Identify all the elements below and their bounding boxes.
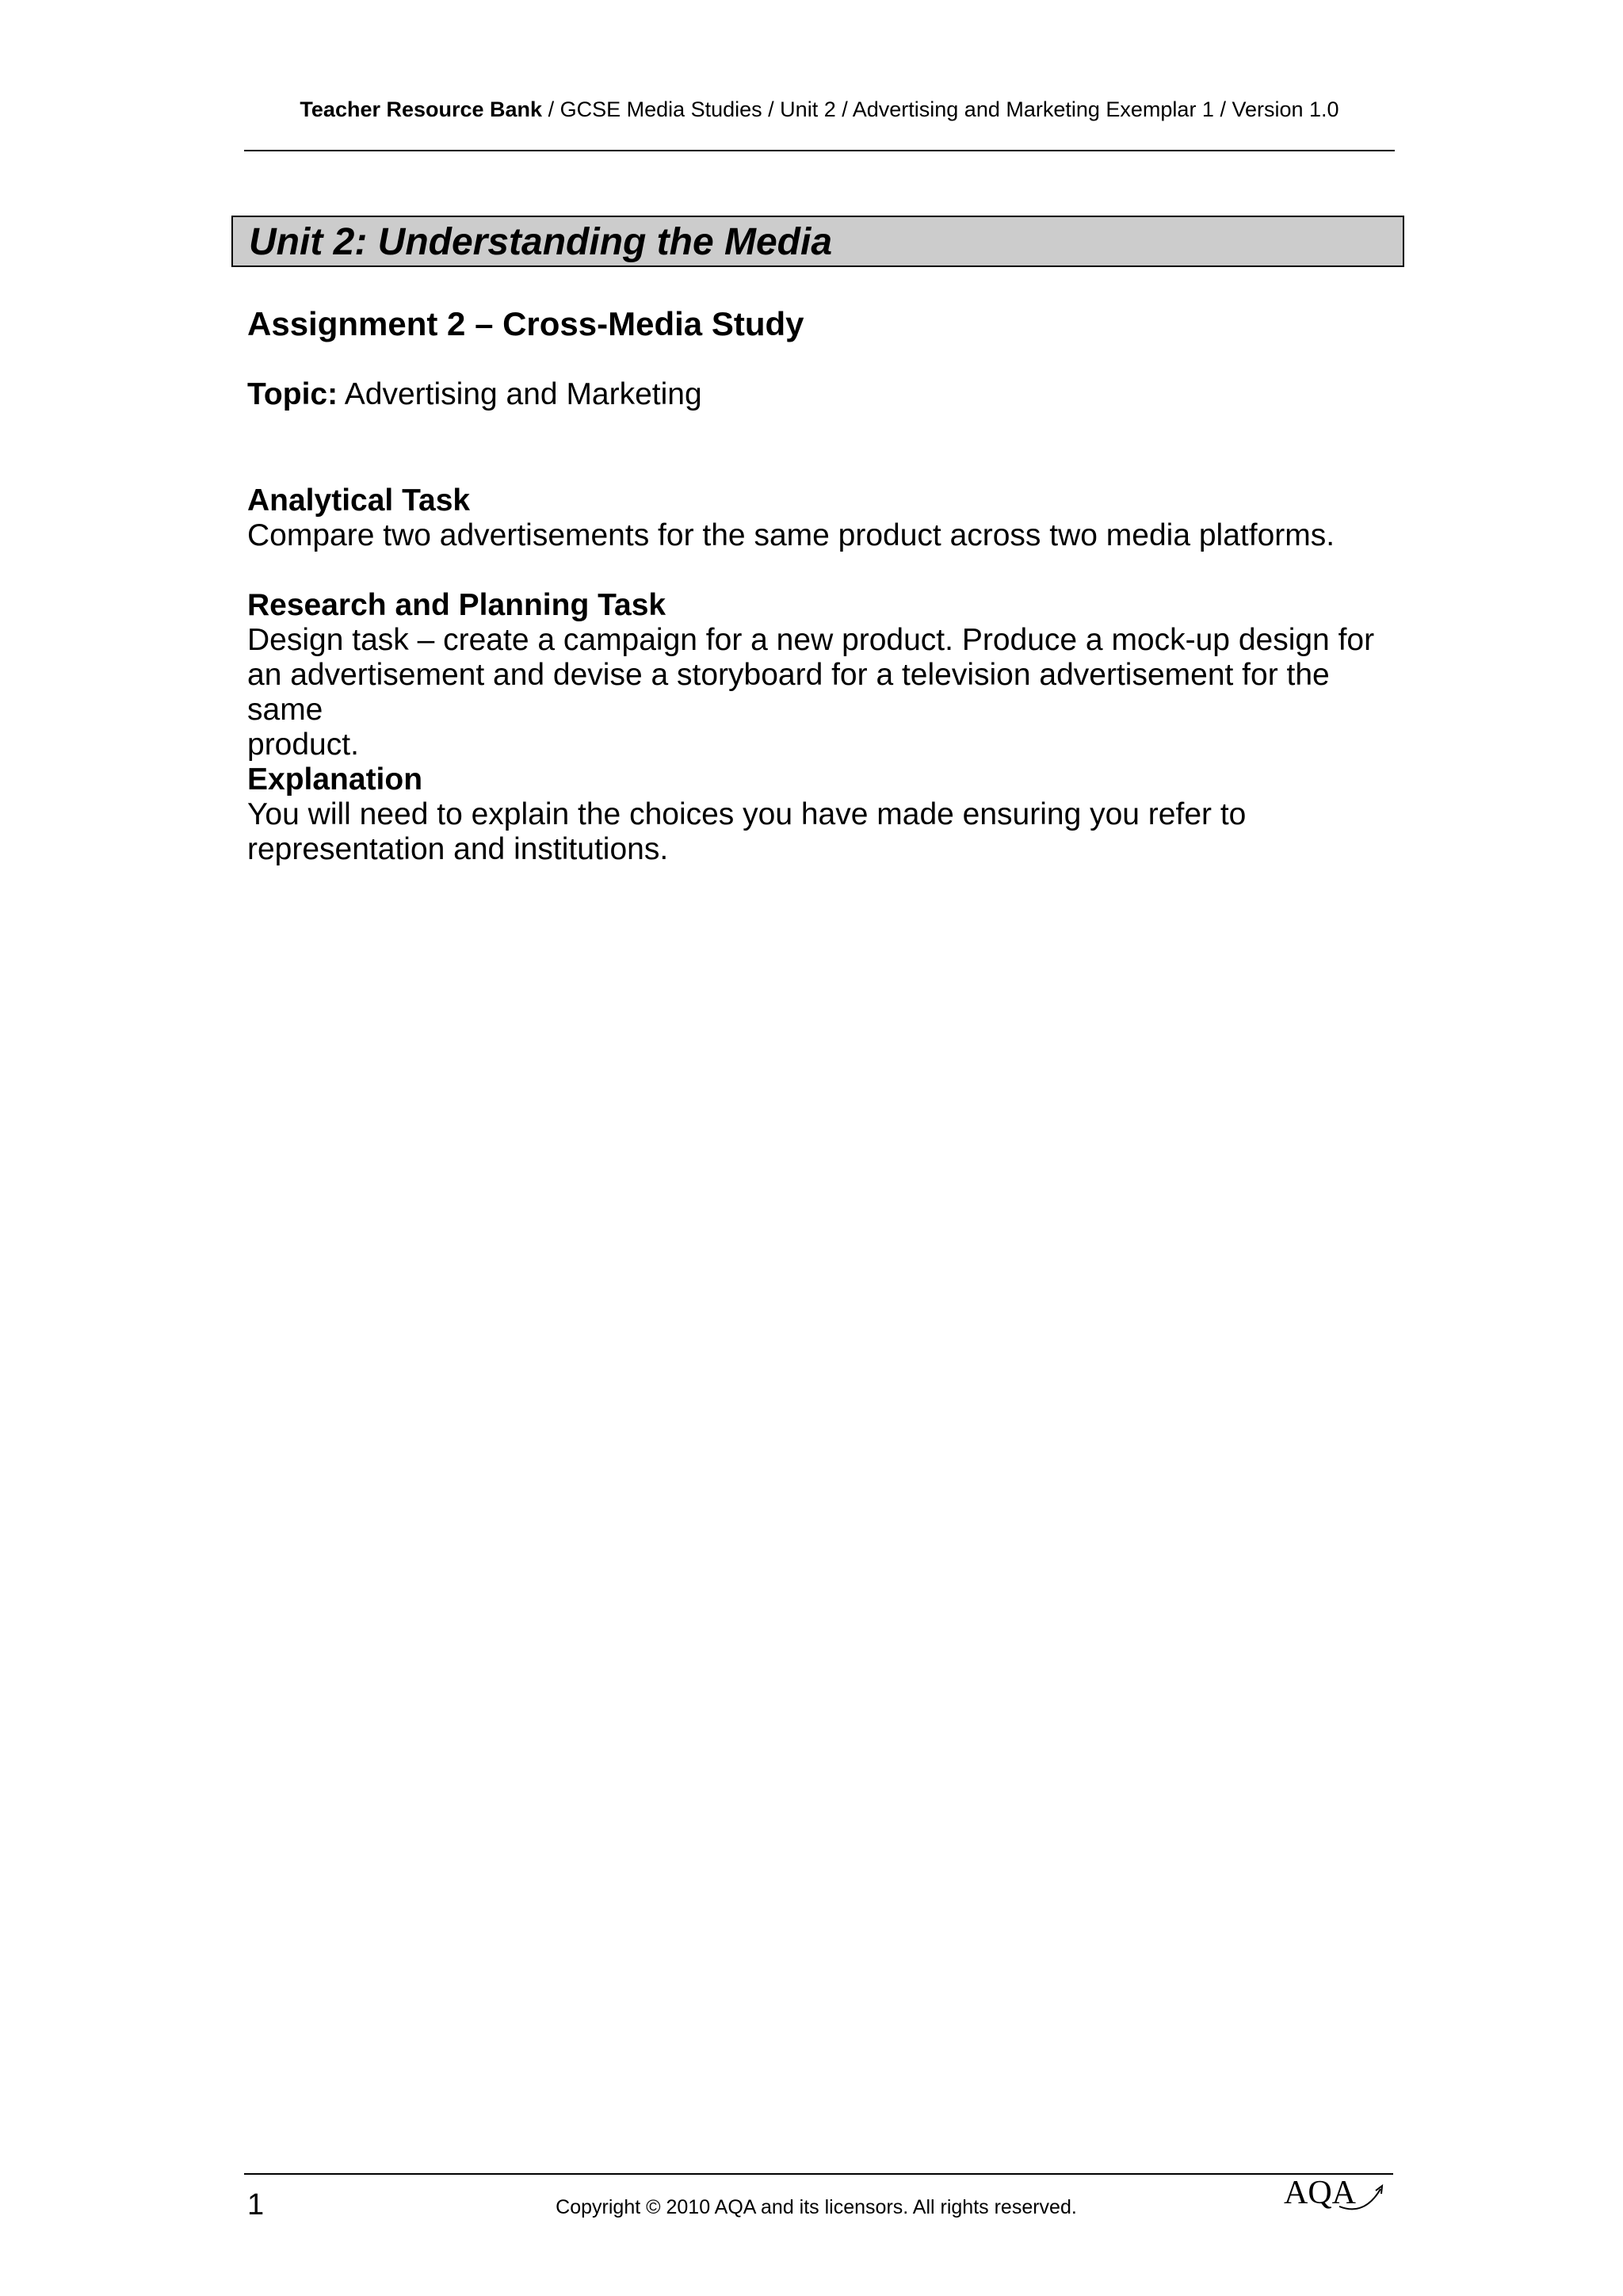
section-text-line: an advertisement and devise a storyboard for a television advertisement for the same xyxy=(247,658,1330,727)
section-text-line: Design task – create a campaign for a new product. Produce a mock-up design for xyxy=(247,623,1375,657)
topic-value: Advertising and Marketing xyxy=(338,377,702,411)
section-text-line: Compare two advertisements for the same product across two media platforms. xyxy=(247,518,1335,552)
section-text-line: representation and institutions. xyxy=(247,832,669,866)
section-text-line: You will need to explain the choices you have made ensuring you refer to xyxy=(247,797,1247,831)
unit-title: Unit 2: Understanding the Media xyxy=(249,221,833,263)
topic-label: Topic: xyxy=(247,377,338,411)
unit-title-box xyxy=(231,216,1404,267)
header-divider xyxy=(244,150,1395,151)
section-heading: Analytical Task xyxy=(247,483,471,518)
header-path-text: / GCSE Media Studies / Unit 2 / Advertising and Marketing Exemplar 1 / Version 1.0 xyxy=(542,97,1339,121)
section-heading: Research and Planning Task xyxy=(247,588,666,622)
svg-text:AQA: AQA xyxy=(1284,2175,1356,2211)
copyright-notice: Copyright © 2010 AQA and its licensors. All rights reserved. xyxy=(556,2196,1077,2218)
running-header xyxy=(244,94,1395,125)
section-explanation xyxy=(247,762,1404,867)
aqa-logo xyxy=(1284,2173,1387,2221)
section-research-planning-task xyxy=(247,588,1404,762)
assignment-title: Assignment 2 – Cross-Media Study xyxy=(247,305,804,342)
page-number: 1 xyxy=(247,2188,265,2222)
topic-line xyxy=(247,377,1404,412)
section-analytical-task xyxy=(247,483,1404,553)
section-text-line: product. xyxy=(247,728,359,762)
header-bold-text: Teacher Resource Bank xyxy=(300,97,543,121)
section-heading: Explanation xyxy=(247,762,423,797)
footer-divider xyxy=(244,2173,1393,2175)
